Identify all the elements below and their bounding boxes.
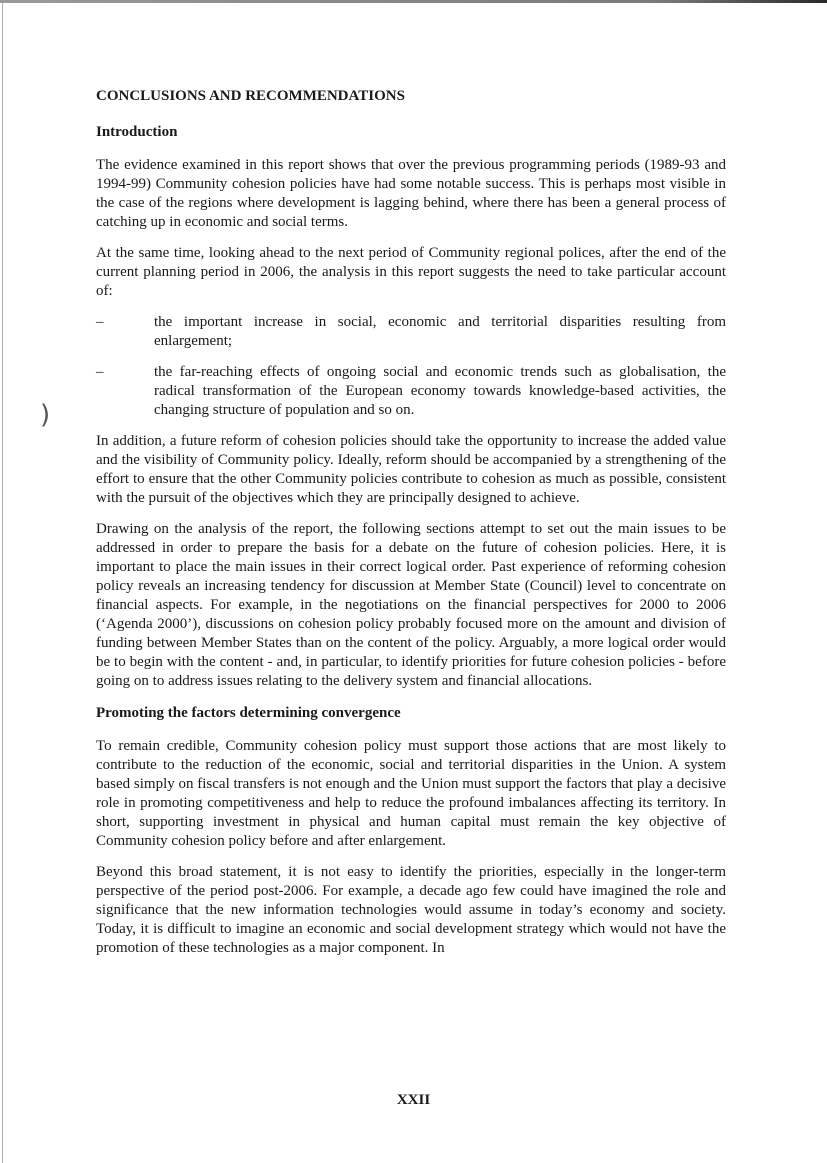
scan-artifact-mark: )	[40, 400, 51, 430]
paragraph: In addition, a future reform of cohesion policies should take the opportunity to increase the added value and the visibility of Community policy. Ideally, reform should be accompanied by a strengthening of the effort to ensure that the other Community policies contribute to cohesion as much as possible, consistent with the pursuit of the objectives which they are principally designed to achieve.	[96, 433, 726, 506]
list-item	[96, 363, 726, 420]
scan-left-edge	[2, 0, 3, 1163]
section-heading-introduction: Introduction	[96, 124, 178, 140]
list-item-text: the important increase in social, economic and territorial disparities resulting from enlargement;	[154, 314, 726, 349]
paragraph: Drawing on the analysis of the report, the following sections attempt to set out the main issues to be addressed in order to prepare the basis for a debate on the future of cohesion policies. Here, it is important to place the main issues in their correct logical order. Past experience of reforming cohesion policy reveals an increasing tendency for discussion at Member State (Council) level to concentrate on financial aspects. For example, in the negotiations on the financial perspectives for 2000 to 2006 (‘Agenda 2000’), discussions on cohesion policy probably focused more on the amount and division of funding between Member States than on the content of the policy. Arguably, a more logical order would be to begin with the content - and, in particular, to identify priorities for future cohesion policies - before going on to address issues relating to the delivery system and financial allocations.	[96, 521, 726, 689]
document-title: CONCLUSIONS AND RECOMMENDATIONS	[96, 88, 405, 104]
paragraph: At the same time, looking ahead to the next period of Community regional polices, after the end of the current planning period in 2006, the analysis in this report suggests the need to take particular account of:	[96, 245, 726, 299]
paragraph: The evidence examined in this report shows that over the previous programming periods (1989-93 and 1994-99) Community cohesion policies have had some notable success. This is perhaps most visible in the case of the regions where development is lagging behind, where there has been a general process of catching up in economic and social terms.	[96, 157, 726, 230]
paragraph: To remain credible, Community cohesion policy must support those actions that are most likely to contribute to the reduction of the economic, social and territorial disparities in the Union. A system based simply on fiscal transfers is not enough and the Union must support the factors that play a decisive role in promoting competitiveness and help to reduce the profound imbalances affecting its territory. In short, supporting investment in physical and human capital must remain the key objective of Community cohesion policy before and after enlargement.	[96, 738, 726, 849]
scan-top-edge	[0, 0, 827, 3]
dash-bullet: –	[96, 314, 104, 330]
list-item	[96, 313, 726, 351]
section-heading-convergence: Promoting the factors determining convergence	[96, 705, 401, 721]
list-item-text: the far-reaching effects of ongoing social and economic trends such as globalisation, the radical transformation of the European economy towards knowledge-based activities, the changing structure of population and so on.	[154, 364, 726, 418]
paragraph: Beyond this broad statement, it is not easy to identify the priorities, especially in the longer-term perspective of the period post-2006. For example, a decade ago few could have imagined the role and significance that the new information technologies would assume in today’s economy and society. Today, it is difficult to imagine an economic and social development strategy which would not have the promotion of these technologies as a major component. In	[96, 864, 726, 956]
page-number: XXII	[396, 1092, 431, 1108]
document-page	[96, 86, 726, 970]
dash-bullet: –	[96, 364, 104, 380]
dash-list	[96, 313, 726, 420]
